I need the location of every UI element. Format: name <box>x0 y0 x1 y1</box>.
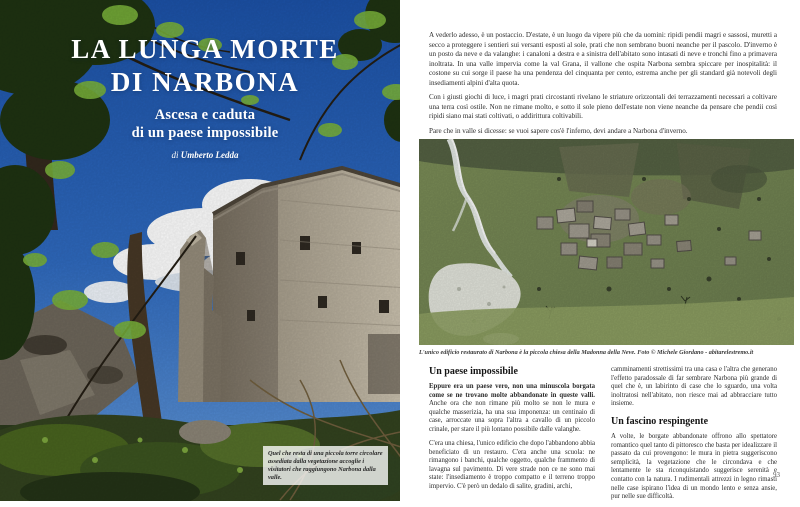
right-photo-narbona-village <box>419 139 794 345</box>
byline-prefix: di <box>171 150 179 160</box>
article-columns <box>429 366 777 501</box>
section2-heading: Un fascino respingente <box>611 415 709 427</box>
intro-paragraph-2: Con i giusti giochi di luce, i magri prati circostanti rivelano le striature orizzontali dei terrazzamenti necessari a coltivare una terra così ostile. Non ne rimane molto, e sotto il sole pieno dell'estate non viene neanche da pensare che pendii così ripidi siano mai stati coltivati, o addirittura coltivabili. <box>429 93 777 120</box>
right-photo-caption: L'unico edificio restaurato di Narbona è la piccola chiesa della Madonna della Neve. Foto © Michele Giordano - abitarelestremo.it <box>419 349 754 356</box>
section1-lead: Eppure era un paese vero, non una minuscola borgata come se ne trovano molte abbandonate in queste valli. <box>429 383 595 399</box>
section1-paragraph-2: C'era una chiesa, l'unico edificio che dopo l'abbandono abbia beneficiato di un restauro. C'era anche una scuola: ne rimangono i banchi, qualche oggetto, qualche frammento di lavagna sul pavimento. Di vere strade non ce ne sono mai state: l'insediamento è troppo compatto e il terreno troppo impervio. C'è però un dedalo di salite, gradini, archi, <box>429 440 595 491</box>
column-1 <box>429 366 595 497</box>
right-page <box>400 0 800 501</box>
section1-paragraph-1 <box>429 383 595 435</box>
column-2 <box>611 366 777 507</box>
section1-lead-rest: Anche ora che non rimane più molto se non le mura e qualche masserizia, ha una sua imponenza: un centinaio di case, arroccate una sopra l'altra a cavallo di un piccolo crinale, per stare il più lontano possibile dalle valanghe. <box>429 400 595 433</box>
left-photo-caption: Quel che resta di una piccola torre circolare assediata dalla vegetazione accoglie i visitatori che raggiungono Narbona dalla valle. <box>263 446 388 485</box>
byline-author: Umberto Ledda <box>180 150 239 160</box>
subtitle-line1: Ascesa e caduta <box>154 107 256 123</box>
article-subtitle <box>0 106 410 142</box>
intro-paragraph-3: Pare che in valle si dicesse: se vuoi sapere cos'è l'inferno, devi andare a Narbona d'inverno. <box>429 126 688 135</box>
byline <box>0 150 410 160</box>
section1-paragraph-2-continued: camminamenti strettissimi tra una casa e l'altra che generano l'effetto paradossale di far sembrare Narbona più grande di quel che è, un labirinto di case che lo sguardo, una volta inoltratosi nell'abitato, non riesce mai ad abbracciare tutto insieme. <box>611 366 777 408</box>
section1-heading: Un paese impossibile <box>429 366 518 377</box>
page-number: 93 <box>773 471 780 479</box>
article-title-block <box>0 33 410 160</box>
intro-text <box>429 31 777 141</box>
intro-paragraph-1: A vederlo adesso, è un postaccio. D'estate, è un luogo da vipere più che da uomini: ripidi pendii magri e sassosi, muretti a secco a proteggere i sentieri sui versanti esposti al sole, prati che non sembrano buoni neanche per il pascolo. D'inverno è un posto da neve e da valanghe: i canaloni a destra e a sinistra dell'abitato sono intasati di neve e tronchi fino a primavera inoltrata. In una valle impervia come la val Grana, il vallone che ospita Narbona sembra spiccare per inospitalità: il costone su cui sorge il paese ha una pendenza del cinquanta per cento, estrema anche per gli standard già notevoli degli insediamenti alpini d'alta quota. <box>429 31 777 87</box>
article-title-line1: LA LUNGA MORTE <box>71 34 339 64</box>
section2-paragraph-1: A volte, le borgate abbandonate offrono allo spettatore romantico quel tanto di pittoresco che basta per idealizzare il passato da cui provengono: le mura in pietra suggeriscono semplicità, la vegetazione che le circondava e che lentamente le sta riconquistando suggerisce serenità e contatto con la natura. I rudimentali attrezzi in legno rimasti nelle case ispirano l'idea di un mondo lento e senza ansie, pur nelle sue difficoltà. <box>611 432 777 501</box>
subtitle-line2: di un paese impossibile <box>131 125 279 141</box>
article-title-line2: DI NARBONA <box>110 67 300 97</box>
